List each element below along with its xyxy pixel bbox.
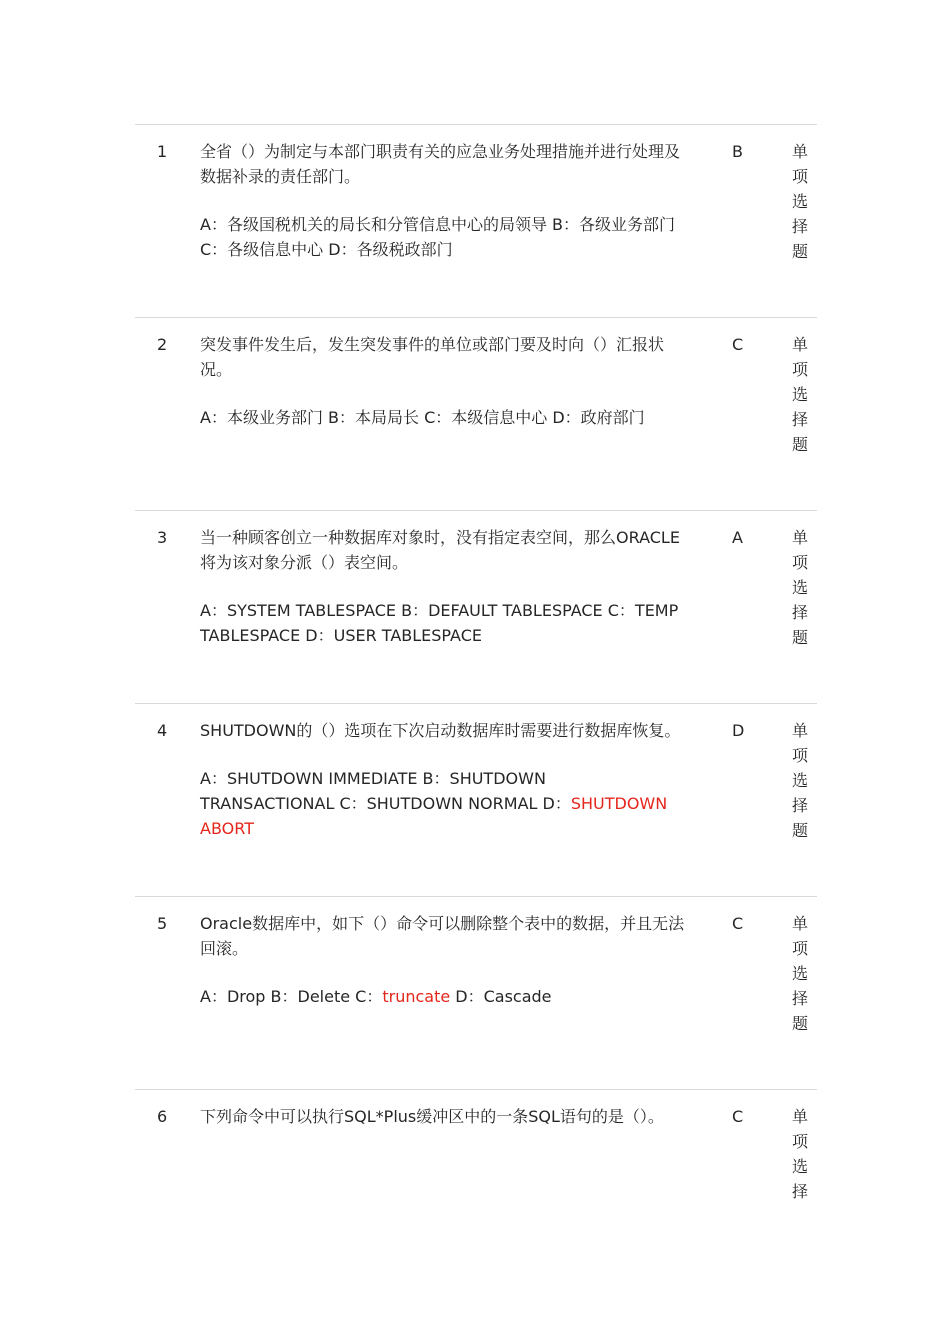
question-stem: SHUTDOWN的（）选项在下次启动数据库时需要进行数据库恢复。	[200, 721, 681, 740]
question-number: 6	[157, 1107, 168, 1126]
question-type-char: 单	[791, 721, 808, 740]
question-row	[135, 896, 817, 1089]
question-type-char: 题	[791, 1014, 808, 1033]
option-text: A：SHUTDOWN IMMEDIATE B：SHUTDOWN TRANSACTIONAL C：SHUTDOWN NORMAL D：	[200, 769, 571, 813]
question-table	[135, 124, 817, 1282]
question-options	[200, 984, 685, 1009]
option-text: A：Drop B：Delete C：	[200, 987, 383, 1006]
question-type-char: 择	[791, 217, 808, 236]
question-content	[200, 718, 685, 841]
question-type-char: 选	[791, 771, 808, 790]
question-type-char: 项	[791, 746, 808, 765]
option-text: D：Cascade	[450, 987, 552, 1006]
question-type-char: 单	[791, 1107, 808, 1126]
question-options	[200, 212, 685, 262]
answer-letter: B	[732, 142, 743, 161]
question-content	[200, 1104, 685, 1152]
question-type-char: 项	[791, 360, 808, 379]
answer-letter: D	[732, 721, 745, 740]
question-number: 2	[157, 335, 168, 354]
question-number: 4	[157, 721, 168, 740]
question-content	[200, 911, 685, 1009]
question-type-char: 选	[791, 964, 808, 983]
question-type	[790, 332, 810, 457]
question-stem: Oracle数据库中，如下（）命令可以删除整个表中的数据，并且无法回滚。	[200, 914, 685, 958]
question-type-char: 择	[791, 1182, 808, 1201]
question-type	[790, 1104, 810, 1204]
question-type-char: 题	[791, 821, 808, 840]
question-content	[200, 332, 685, 430]
question-type-char: 选	[791, 578, 808, 597]
question-type-char: 选	[791, 1157, 808, 1176]
question-type	[790, 525, 810, 650]
question-type-char: 项	[791, 167, 808, 186]
question-content	[200, 139, 685, 262]
question-row	[135, 1089, 817, 1282]
answer-letter: C	[732, 335, 744, 354]
question-type-char: 选	[791, 192, 808, 211]
question-type-char: 单	[791, 335, 808, 354]
question-type-char: 项	[791, 1132, 808, 1151]
question-type-char: 选	[791, 385, 808, 404]
option-text: A：本级业务部门 B：本局局长 C：本级信息中心 D：政府部门	[200, 408, 645, 427]
answer-letter: A	[732, 528, 743, 547]
question-type-char: 单	[791, 914, 808, 933]
question-type	[790, 718, 810, 843]
question-row	[135, 510, 817, 703]
highlighted-option-text: truncate	[382, 987, 451, 1006]
question-stem: 当一种顾客创立一种数据库对象时，没有指定表空间，那么ORACLE将为该对象分派（）表空间。	[200, 528, 680, 572]
question-type-char: 择	[791, 410, 808, 429]
question-options	[200, 405, 685, 430]
question-type-char: 单	[791, 142, 808, 161]
question-row	[135, 703, 817, 896]
question-type-char: 择	[791, 603, 808, 622]
question-number: 3	[157, 528, 168, 547]
question-type-char: 题	[791, 435, 808, 454]
question-type	[790, 139, 810, 264]
question-type-char: 择	[791, 989, 808, 1008]
question-type-char: 项	[791, 553, 808, 572]
question-type-char: 项	[791, 939, 808, 958]
answer-letter: C	[732, 914, 744, 933]
question-type-char: 题	[791, 242, 808, 261]
option-text: A：SYSTEM TABLESPACE B：DEFAULT TABLESPACE C：TEMP TABLESPACE D：USER TABLESPACE	[200, 601, 679, 645]
question-type	[790, 911, 810, 1036]
question-type-char: 择	[791, 796, 808, 815]
question-type-char: 单	[791, 528, 808, 547]
question-row	[135, 317, 817, 510]
answer-letter: C	[732, 1107, 744, 1126]
question-stem: 突发事件发生后，发生突发事件的单位或部门要及时向（）汇报状况。	[200, 335, 665, 379]
highlighted-option-text: SHUTDOWN ABORT	[200, 794, 668, 838]
question-number: 1	[157, 142, 168, 161]
question-content	[200, 525, 685, 648]
option-text: A：各级国税机关的局长和分管信息中心的局领导 B：各级业务部门 C：各级信息中心 D：各级税政部门	[200, 215, 676, 259]
question-options	[200, 766, 685, 841]
question-stem: 全省（）为制定与本部门职责有关的应急业务处理措施并进行处理及数据补录的责任部门。	[200, 142, 681, 186]
question-stem: 下列命令中可以执行SQL*Plus缓冲区中的一条SQL语句的是（）。	[200, 1107, 664, 1126]
question-number: 5	[157, 914, 168, 933]
question-row	[135, 124, 817, 317]
question-options	[200, 598, 685, 648]
question-type-char: 题	[791, 628, 808, 647]
